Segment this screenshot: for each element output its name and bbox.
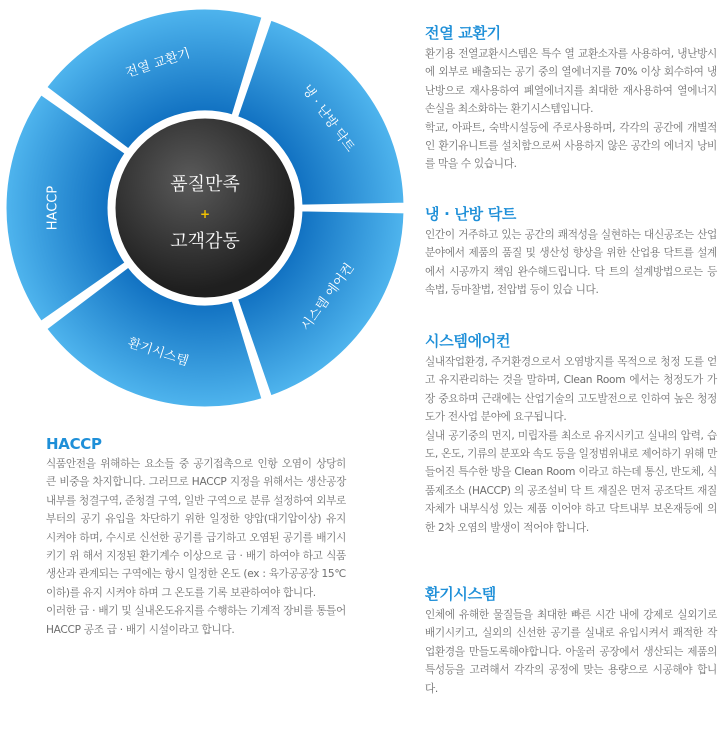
- section-text: 학교, 아파트, 숙박시설등에 주로사용하며, 각각의 공간에 개별적인 환기유니트를 설치함으로써 사용하지 않은 공간의 에너지 낭비를 막을 수 있습니다.: [425, 121, 717, 171]
- section-text: 환기용 전열교환시스템은 특수 열 교환소자를 사용하여, 냉난방시에 외부로 배출되는 공기 중의 열에너지를 70% 이상 회수하여 냉난방으로 재사용하여 폐열에너지를 최대한 재사용하여 열에너지 손실을 최소화하는 환기시스템입니다.: [425, 48, 717, 116]
- center-line-2: 고객감동: [170, 231, 240, 252]
- center-plus: +: [199, 207, 211, 221]
- section-text: 인체에 유해한 물질들을 최대한 빠른 시간 내에 강제로 실외기로 배기시키고, 실외의 신선한 공기를 실내로 유입시켜서 쾌적한 작업환경을 만들도록해야합니다. 아울러 공장에서 생산되는 제품의 특성등을 고려해서 각각의 공정에 맞는 용량으로 시공해야 합니다.: [425, 609, 717, 695]
- section-text: 인간이 거주하고 있는 공간의 쾌적성을 실현하는 대신공조는 산업분야에서 제품의 품질 및 생산성 향상을 위한 산업용 닥트를 설계에서 시공까지 책임 완수해드립니다. 닥 트의 설계방법으로는 등속법, 등마찰법, 전압법 등이 있습 니다.: [425, 229, 717, 297]
- wheel-segment-label: 전열 교환기: [123, 45, 193, 81]
- wheel-segment-label: 냉 · 난방 닥트: [298, 82, 358, 156]
- section-title-haccp: HACCP: [46, 435, 102, 453]
- service-wheel-diagram: [0, 0, 410, 420]
- section-text: 식품안전을 위해하는 요소들 중 공기접촉으로 인항 오염이 상당히 큰 비중을 차지합니다. 그러므로 HACCP 지정을 위해서는 생산공장 내부를 청결구역, 준청결 구역, 일반 구역으로 분류 설정하여 외부로부터의 공기 유입을 차단하기 위한 일정한 양압(대기압이상) 유지 시켜야 하며, 수시로 신선한 공기를 급기하고 오염된 공기를 배기시키기 위 해서 지정된 환기계수 이상으로 급 · 배기 하여야 하고 식품생산과 관계되는 구역에는 항시 일정한 온도 (ex : 육가공공장 15℃이하)를 유지 시켜야 하며 그 온도를 기록 보관하여야 합니다.: [46, 458, 346, 599]
- section-text: 실내 공기중의 먼지, 미립자를 최소로 유지시키고 실내의 압력, 습도, 온도, 기류의 분포와 속도 등을 일정범위내로 제어하기 위해 만들어진 특수한 방을 Clean Room 이라고 하는데 통신, 반도체, 식품제조소 (HACCP) 의 공조설비 닥 트 재질은 먼저 공조닥트 재질 자체가 내부식성 있는 제품 이어야 하고 닥트내부 보온재등에 의한 2차 오염의 발생이 적어야 합니다.: [425, 429, 718, 534]
- wheel-segment-label: HACCP: [45, 185, 61, 231]
- section-ventilation: [425, 583, 717, 698]
- section-haccp: [46, 435, 346, 639]
- section-title-heat-exchanger: 전열 교환기: [425, 24, 501, 42]
- section-title-duct: 냉 · 난방 닥트: [425, 205, 517, 223]
- section-system-aircon: [425, 330, 717, 537]
- center-line-1: 품질만족: [170, 174, 240, 195]
- wheel-segment-label: 시스템 에어컨: [298, 260, 358, 334]
- section-heat-exchanger: [425, 22, 717, 174]
- wheel-segment-label: 환기시스템: [125, 335, 191, 370]
- section-duct: [425, 203, 717, 300]
- section-title-ventilation: 환기시스템: [425, 585, 496, 603]
- section-text: 이러한 급 · 배기 및 실내온도유지를 수행하는 기계적 장비를 통틀어 HACCP 공조 급 · 배기 시설이라고 합니다.: [46, 605, 346, 636]
- section-text: 실내작업환경, 주거환경으로서 오염방지를 목적으로 청정 도를 얻고 유지관리하는 것을 말하며, Clean Room 에서는 청정도가 가장 중요하며 근래에는 산업기술의 고도발전으로 인하여 높은 청정도가 전사업 분야에 요구됩니다.: [425, 356, 717, 424]
- section-title-system-aircon: 시스템에어컨: [425, 332, 511, 350]
